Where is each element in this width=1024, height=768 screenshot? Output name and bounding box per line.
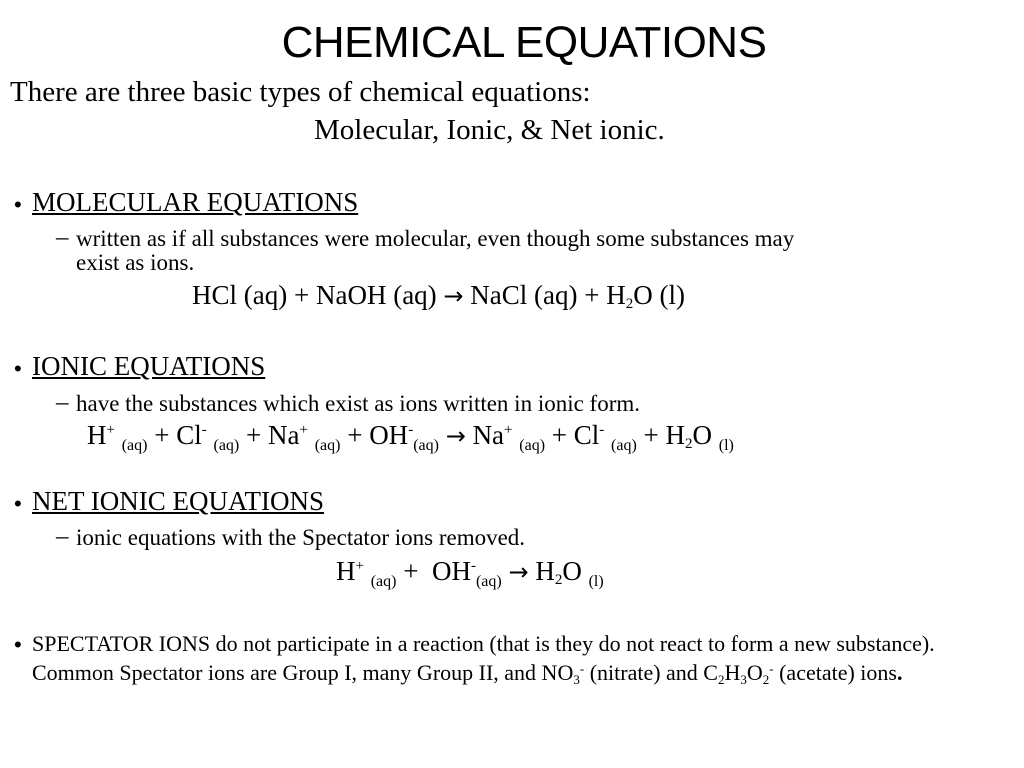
net-ionic-description: ionic equations with the Spectator ions removed. xyxy=(76,525,526,550)
bullet-icon: • xyxy=(14,491,22,516)
product-water: $H_2O$ (l) xyxy=(606,280,685,312)
ionic-equation: H+ $_{(aq)}$ + Cl- $_{(aq)}$ + Na+ $_{(aq)} + OH^-_{(aq)} \to Na^+$ $_{(aq)}$ + Cl- $_{(aq)} + H_2O$ $_{(l)}$ xyxy=(87,420,734,454)
product-nacl: NaCl (aq) xyxy=(470,280,578,310)
molecular-description: written as if all substances were molecular, even though some substances may xyxy=(76,226,795,251)
bullet-icon: • xyxy=(14,356,22,381)
plus-sign: + xyxy=(584,280,600,310)
plus-sign: + xyxy=(293,280,310,310)
molecular-heading: MOLECULAR EQUATIONS xyxy=(32,187,359,217)
arrow-icon: → xyxy=(508,558,529,586)
bullet-icon: • xyxy=(14,632,22,657)
molecular-equation xyxy=(192,280,685,313)
slide-title: CHEMICAL EQUATIONS xyxy=(281,18,767,67)
bullet-icon: • xyxy=(14,192,22,217)
dash-icon: – xyxy=(56,224,69,251)
intro-types-line: Molecular, Ionic, & Net ionic. xyxy=(314,114,665,146)
reactant-naoh: NaOH (aq) xyxy=(315,280,437,310)
dash-icon: – xyxy=(56,523,69,550)
intro-line: There are three basic types of chemical equations: xyxy=(10,76,591,108)
spectator-ions-note: SPECTATOR IONS do not participate in a reaction (that is they do not react to form a new substance). Common Spectator ions are Group I, many Group II, and $NO_3^-$ (nitrate) and $C_2H_3O_2^-$ (acetate) ions. xyxy=(32,631,935,687)
molecular-description-cont: exist as ions. xyxy=(76,250,195,275)
net-ionic-heading: NET IONIC EQUATIONS xyxy=(32,486,324,516)
arrow-icon: → xyxy=(443,282,464,310)
ionic-description: have the substances which exist as ions written in ionic form. xyxy=(76,391,641,416)
net-ionic-equation: H+ $_{(aq)} + OH^-_{(aq)} \to H_2O$ $_{(l)}$ xyxy=(336,556,604,590)
reactant-hcl: HCl (aq) xyxy=(192,280,288,310)
arrow-icon: → xyxy=(445,422,466,450)
dash-icon: – xyxy=(56,389,69,416)
ionic-heading: IONIC EQUATIONS xyxy=(32,351,266,381)
